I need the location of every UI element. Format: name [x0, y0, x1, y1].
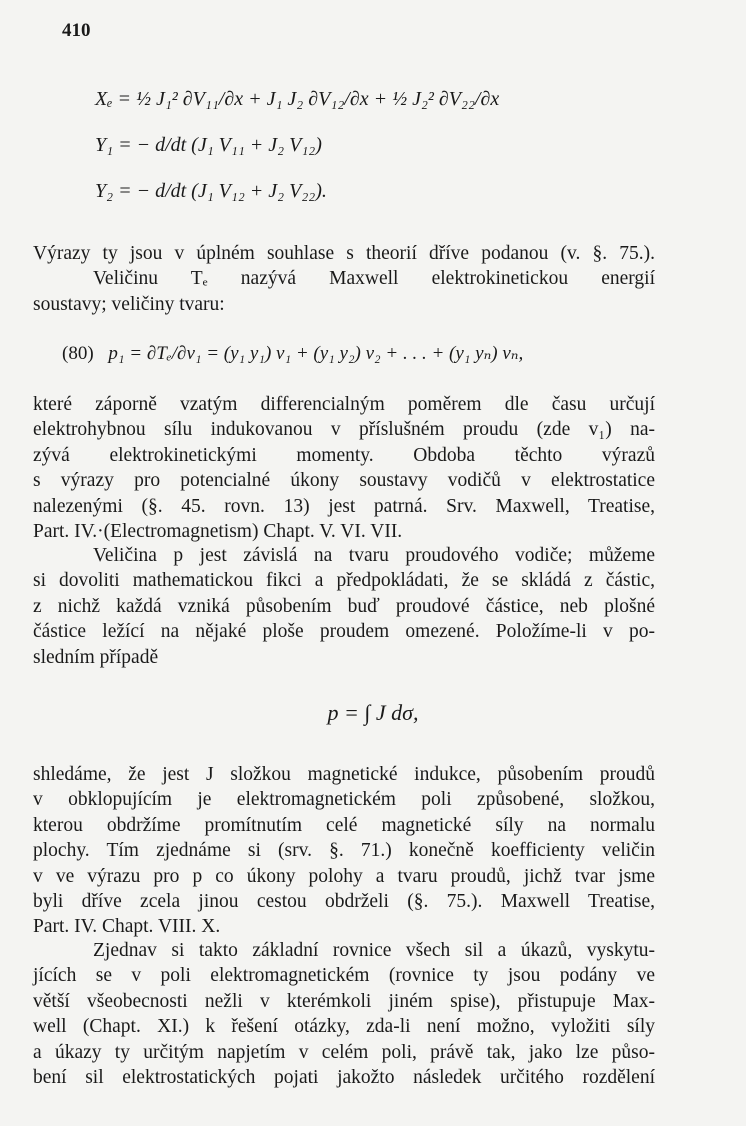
text-line: Zjednav si takto základní rovnice všech sil a úkazů, vyskytu-	[93, 940, 655, 961]
equation-y1: Y₁ = − d/dt (J₁ V₁₁ + J₂ V₁₂)	[95, 134, 322, 156]
text-line: Part. IV. Chapt. VIII. X.	[33, 916, 221, 938]
text-line: si dovoliti mathematickou fikci a předpokládati, že se skládá z částic,	[33, 570, 655, 592]
equation-number: (80)	[62, 343, 94, 364]
equation-y2: Y₂ = − d/dt (J₁ V₁₂ + J₂ V₂₂).	[95, 180, 327, 202]
text-line: Part. IV.·(Electromagnetism) Chapt. V. VI. VII.	[33, 520, 403, 542]
text-line: částice ležící na nějaké ploše proudem omezené. Položíme-li v po-	[33, 621, 655, 643]
text-line: Výrazy ty jsou v úplném souhlase s theorií dříve podanou (v. §. 75.).	[33, 243, 655, 264]
equation-80	[62, 342, 523, 365]
text-line: shledáme, že jest J složkou magnetické indukce, působením proudů	[33, 764, 655, 785]
text-line: větší všeobecnosti nežli v kterémkoli jiném spise), přistupuje Max-	[33, 990, 655, 1012]
text-line: soustavy; veličiny tvaru:	[33, 293, 225, 315]
text-line: well (Chapt. XI.) k řešení otázky, zda-li není možno, vyložiti síly	[33, 1016, 655, 1038]
paragraph-4	[33, 762, 655, 940]
text-line: sledním případě	[33, 646, 159, 668]
text-line: plochy. Tím zjednáme si (srv. §. 71.) konečně koefficienty veličin	[33, 840, 655, 862]
text-line: zývá elektrokinetickými momenty. Obdoba těchto výrazů	[33, 444, 655, 466]
equation-formula: p₁ = ∂Tₑ/∂v₁ = (y₁ y₁) v₁ + (y₁ y₂) v₂ + . . . + (y₁ yₙ) vₙ,	[108, 343, 524, 364]
text-line: nalezenými (§. 45. rovn. 13) jest patrná. Srv. Maxwell, Treatise,	[33, 495, 655, 517]
paragraph-3	[33, 543, 655, 670]
text-line: kterou obdržíme promítnutím celé magnetické síly na normalu	[33, 814, 655, 836]
paragraph-1	[33, 241, 655, 317]
paragraph-5	[33, 938, 655, 1090]
text-line: byli dříve zcela jinou cestou obdrželi (§. 75.). Maxwell Treatise,	[33, 890, 655, 912]
paragraph-2	[33, 392, 655, 544]
page-number: 410	[62, 20, 91, 41]
text-line: a úkazy ty určitým napjetím v celém poli, právě tak, jako lze půso-	[33, 1041, 655, 1063]
text-line: v obklopujícím je elektromagnetickém poli způsobené, složkou,	[33, 789, 655, 811]
text-line: Veličinu Tₑ nazývá Maxwell elektrokinetickou energií	[93, 268, 655, 290]
equation-xe: Xₑ = ½ J₁² ∂V₁₁/∂x + J₁ J₂ ∂V₁₂/∂x + ½ J₂² ∂V₂₂/∂x	[95, 88, 500, 110]
text-line: jících se v poli elektromagnetickém (rovnice ty jsou podány ve	[33, 965, 655, 987]
text-line: s výrazy pro potencialné úkony soustavy vodičů v elektrostatice	[33, 470, 655, 492]
text-line: bení sil elektrostatických pojati jakožto následek určitého rozdělení	[33, 1066, 655, 1088]
text-line: které záporně vzatým differencialným poměrem dle času určují	[33, 394, 655, 415]
text-line: z nichž každá vzniká působením buď proudové částice, neb plošné	[33, 595, 655, 617]
text-line: v ve výrazu pro p co úkony polohy a tvaru proudů, jichž tvar jsme	[33, 865, 655, 887]
text-line: elektrohybnou sílu indukovanou v příslušném proudu (zde v₁) na-	[33, 419, 655, 441]
equation-integral: p = ∫ J dσ,	[327, 700, 419, 725]
text-line: Veličina p jest závislá na tvaru proudového vodiče; můžeme	[93, 545, 655, 566]
